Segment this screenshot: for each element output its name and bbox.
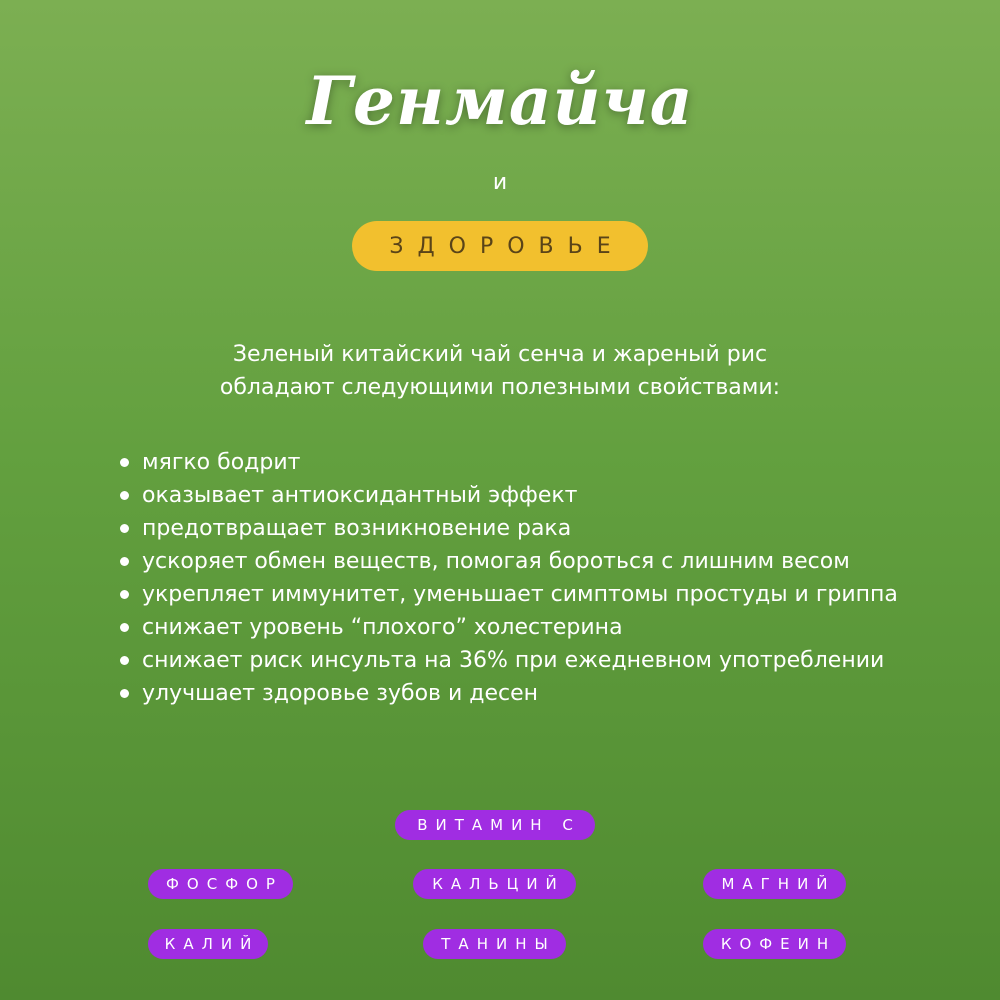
- benefit-item: [118, 611, 898, 644]
- nutrient-tag-label: КАЛЬЦИЙ: [432, 875, 565, 893]
- nutrient-tag-label: КАЛИЙ: [164, 935, 260, 953]
- nutrient-tag-tannins: [423, 929, 566, 959]
- nutrient-tag-potassium: [148, 929, 268, 959]
- intro-paragraph: [0, 338, 1000, 404]
- nutrient-tag-vitamin-c: [395, 810, 595, 840]
- nutrient-tag-label: КОФЕИН: [720, 935, 837, 953]
- health-badge: [352, 221, 648, 271]
- nutrient-tag-phosphorus: [148, 869, 293, 899]
- benefit-text: мягко бодрит: [142, 450, 301, 475]
- page-title: Генмайча: [306, 62, 694, 140]
- benefit-text: оказывает антиоксидантный эффект: [142, 483, 578, 508]
- nutrient-tag-label: ТАНИНЫ: [441, 935, 556, 953]
- benefit-item: [118, 479, 898, 512]
- benefit-item: [118, 446, 898, 479]
- benefit-item: [118, 545, 898, 578]
- benefit-text: улучшает здоровье зубов и десен: [142, 681, 539, 706]
- bullet-icon: [120, 491, 129, 500]
- benefits-list: [118, 446, 898, 710]
- benefit-item: [118, 677, 898, 710]
- bullet-icon: [120, 656, 129, 665]
- nutrient-tag-caffeine: [703, 929, 846, 959]
- nutrient-tag-magnesium: [703, 869, 846, 899]
- benefit-item: [118, 512, 898, 545]
- benefit-text: ускоряет обмен веществ, помогая бороться с лишним весом: [142, 549, 850, 574]
- nutrient-tag-label: МАГНИЙ: [721, 875, 836, 893]
- benefit-text: предотвращает возникновение рака: [142, 516, 572, 541]
- bullet-icon: [120, 524, 129, 533]
- bullet-icon: [120, 623, 129, 632]
- health-badge-label: ЗДОРОВЬЕ: [389, 233, 625, 259]
- benefit-text: укрепляет иммунитет, уменьшает симптомы простуды и гриппа: [142, 582, 898, 607]
- bullet-icon: [120, 689, 129, 698]
- benefit-text: снижает риск инсульта на 36% при ежедневном употреблении: [142, 648, 885, 673]
- bullet-icon: [120, 590, 129, 599]
- bullet-icon: [120, 557, 129, 566]
- bullet-icon: [120, 458, 129, 467]
- nutrient-tag-calcium: [413, 869, 576, 899]
- intro-line: Зеленый китайский чай сенча и жареный рис: [232, 342, 768, 367]
- intro-line: обладают следующими полезными свойствами:: [219, 375, 781, 400]
- benefit-item: [118, 644, 898, 677]
- benefit-text: снижает уровень “плохого” холестерина: [142, 615, 623, 640]
- nutrient-tag-label: ФОСФОР: [166, 875, 283, 893]
- benefit-item: [118, 578, 898, 611]
- nutrient-tag-label: ВИТАМИН С: [417, 816, 581, 834]
- conjunction-text: и: [492, 170, 508, 195]
